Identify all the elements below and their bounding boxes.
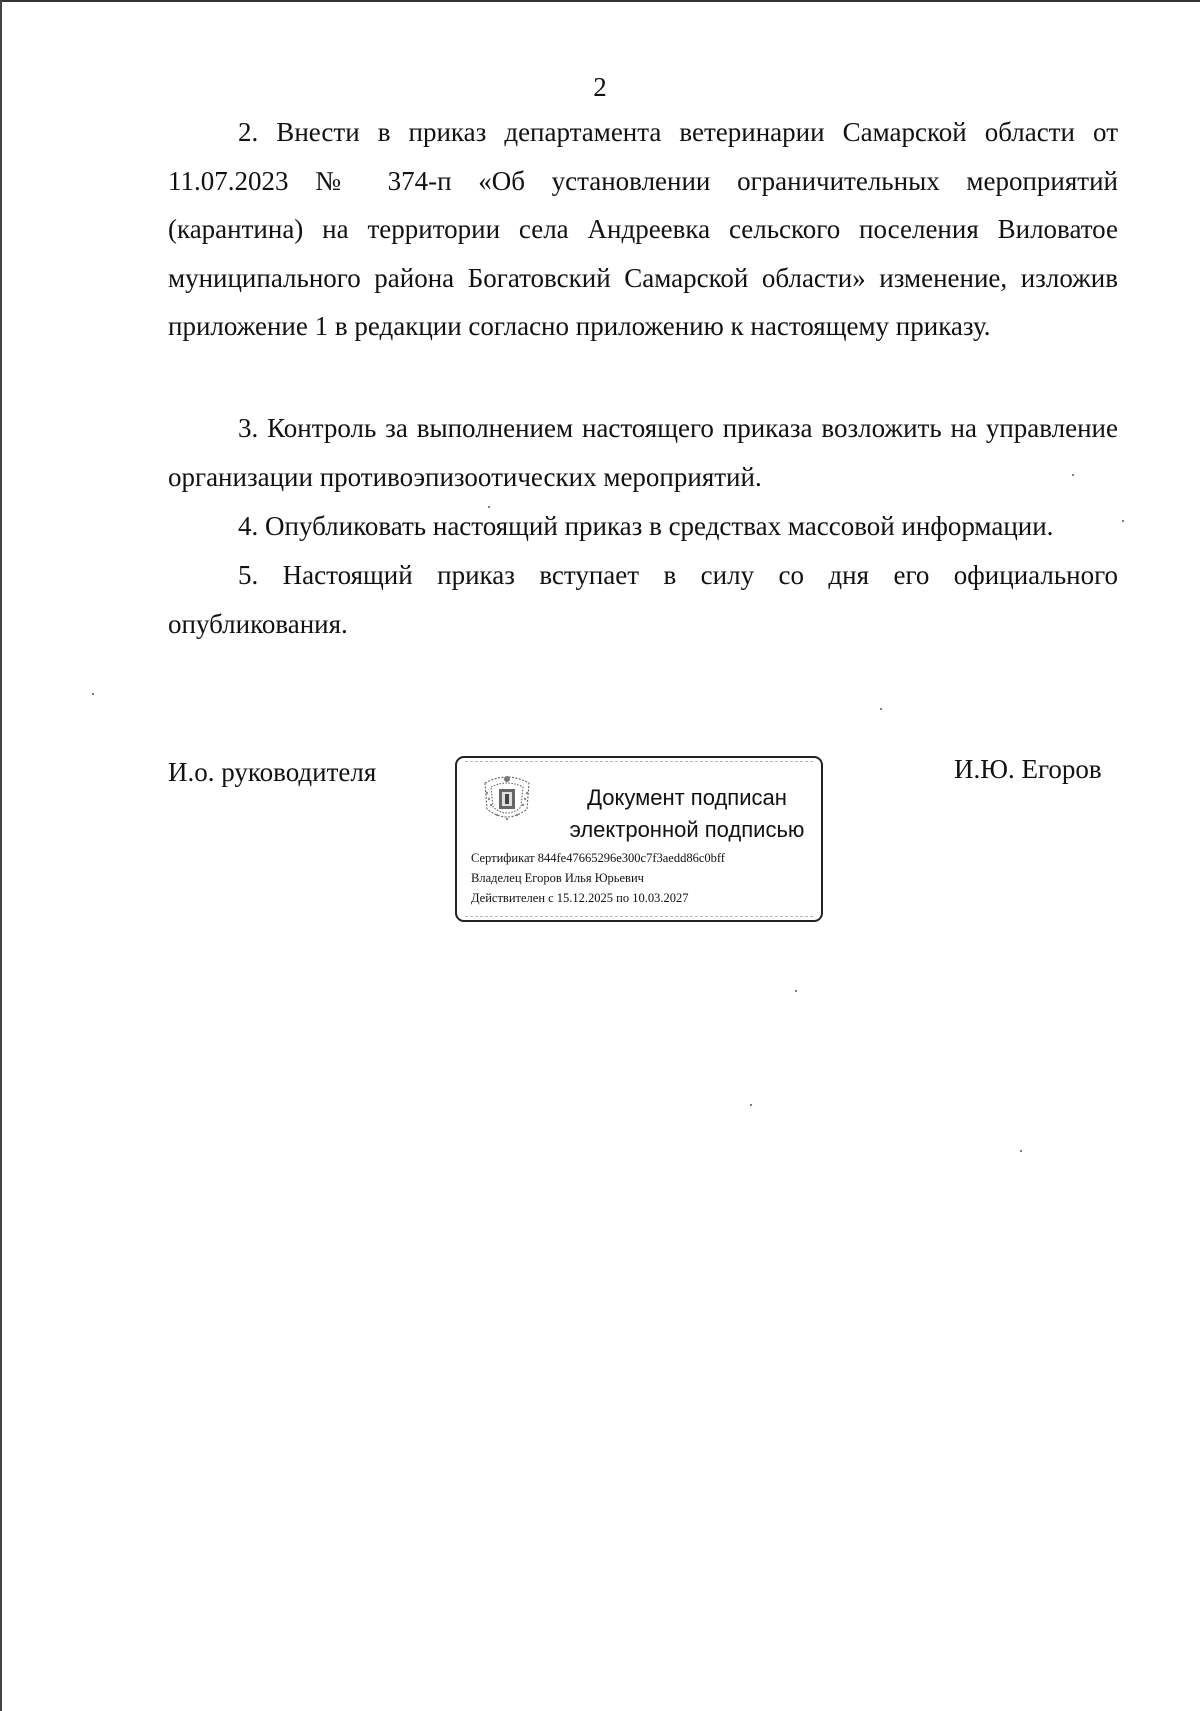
signatory-role: И.о. руководителя	[168, 757, 377, 787]
stamp-title-line-1: Документ подписан	[587, 785, 787, 810]
scan-speck	[1020, 1150, 1022, 1152]
scan-speck	[750, 1104, 752, 1106]
scan-speck	[92, 693, 94, 695]
stamp-validity: Действителен с 15.12.2025 по 10.03.2027	[471, 891, 689, 905]
scan-speck	[1072, 474, 1074, 476]
paragraph-item-2: 2. Внести в приказ департамента ветеринарии Самарской области от 11.07.2023 № 374-п «Об установлении ограничительных мероприятий (карантина) на территории села Андреевка сельского поселения Виловатое муниципального района Богатовский Самарской области» изменение, изложив приложение 1 в редакции согласно приложению к настоящему приказу.	[168, 117, 1118, 341]
electronic-signature-stamp	[455, 756, 823, 922]
scan-speck	[1122, 520, 1124, 522]
scan-edge-top	[0, 0, 1200, 2]
stamp-dashed-line-top	[465, 761, 813, 762]
scan-edge-left	[0, 0, 2, 1711]
paragraph-item-4: 4. Опубликовать настоящий приказ в средствах массовой информации.	[238, 511, 1054, 541]
page-number: 2	[593, 72, 607, 102]
scan-speck	[880, 708, 882, 710]
scan-speck	[795, 990, 797, 992]
stamp-dashed-line-bottom	[465, 916, 813, 917]
stamp-title-line-2: электронной подписью	[569, 817, 805, 842]
paragraph-item-5: 5. Настоящий приказ вступает в силу со дня его официального опубликования.	[168, 560, 1118, 639]
paragraph-item-3: 3. Контроль за выполнением настоящего приказа возложить на управление организации противоэпизоотических мероприятий.	[168, 413, 1118, 492]
stamp-owner: Владелец Егоров Илья Юрьевич	[471, 871, 644, 885]
signatory-name: И.Ю. Егоров	[954, 754, 1102, 784]
coat-of-arms-icon	[477, 769, 537, 829]
scan-speck	[488, 506, 490, 508]
stamp-certificate: Сертификат 844fe47665296e300c7f3aedd86c0bff	[471, 851, 725, 865]
